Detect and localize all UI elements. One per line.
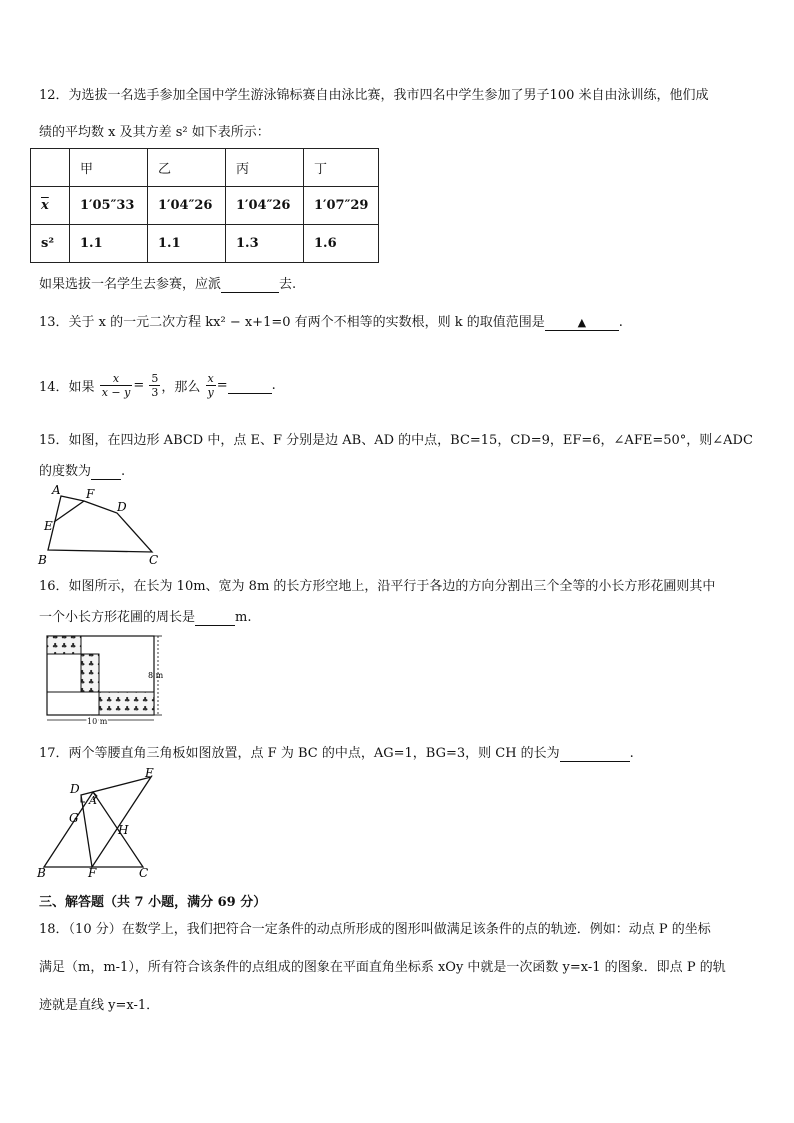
point-label-e: E (145, 766, 154, 780)
table-cell: 1.1 (148, 225, 226, 263)
point-label-c: C (149, 553, 159, 567)
q13-end: . (618, 315, 623, 330)
point-label-d: D (70, 782, 80, 796)
fraction-x-over-y (206, 372, 216, 399)
point-label-h: H (118, 823, 129, 837)
width-label: 10 m (87, 717, 108, 726)
point-label-a: A (89, 794, 97, 807)
table-cell: 丁 (304, 149, 379, 187)
answer-blank (195, 610, 235, 626)
q17-line (39, 742, 634, 762)
quadrilateral-figure (34, 482, 164, 570)
fraction-numerator: x (100, 372, 133, 386)
q16-line-1: 16．如图所示，在长为 10m、宽为 8m 的长方形空地上，沿平行于各边的方向分割出三个全等的小长方形花圃则其中 (39, 579, 716, 594)
point-label-b: B (38, 553, 47, 567)
q14-line (39, 372, 276, 399)
table-cell: 1′04″26 (148, 187, 226, 225)
table-cell: 甲 (70, 149, 148, 187)
triangle-mark-icon: ▲ (577, 316, 587, 329)
answer-blank (545, 315, 619, 331)
table-header-row (31, 149, 379, 187)
table-cell: 1.6 (304, 225, 379, 263)
point-label-f: F (86, 487, 95, 501)
garden-bed-3 (99, 692, 154, 715)
fraction-denominator: y (207, 386, 214, 399)
q18-line-3: 迹就是直线 y=x-1． (39, 998, 160, 1013)
q16-line-2-text: 一个小长方形花圃的周长是 (39, 610, 196, 625)
table-row (31, 187, 379, 225)
point-label-a: A (52, 483, 61, 497)
table-cell: 1′05″33 (70, 187, 148, 225)
fraction-denominator: x − y (101, 386, 131, 399)
garden-figure (42, 632, 177, 730)
fraction-numerator: x (207, 372, 214, 385)
table-cell: $\overline{x}$ (31, 187, 70, 225)
table-cell: 1.1 (70, 225, 148, 263)
fraction-denominator: 3 (151, 386, 159, 399)
q12-line-3-text: 如果选拔一名学生去参赛，应派 (39, 277, 222, 292)
section-heading: 三、解答题（共 7 小题，满分 69 分） (39, 895, 267, 910)
point-label-g: G (69, 811, 79, 825)
q13-line (39, 311, 623, 331)
stats-table (30, 148, 379, 263)
point-label-f: F (88, 866, 97, 878)
table-cell: 乙 (148, 149, 226, 187)
garden-bed-2 (81, 654, 99, 692)
q15-line-2-end: . (121, 464, 126, 479)
answer-blank (228, 378, 272, 394)
fraction-5-over-3 (149, 372, 160, 399)
q12-line-1: 12．为选拔一名选手参加全国中学生游泳锦标赛自由泳比赛，我市四名中学生参加了男子100 米自由泳训练，他们成 (39, 88, 709, 103)
table-cell: 1.3 (226, 225, 304, 263)
answer-blank (91, 464, 121, 480)
equals-sign: = (216, 378, 228, 393)
q15-line-2 (39, 460, 125, 480)
fraction-x-over-x-minus-y (100, 372, 133, 399)
point-label-c: C (139, 866, 149, 878)
fraction-numerator: 5 (151, 372, 159, 385)
table-cell: 1′07″29 (304, 187, 379, 225)
q16-line-2 (39, 606, 251, 626)
q15-line-1: 15．如图，在四边形 ABCD 中，点 E、F 分别是边 AB、AD 的中点，BC=15，CD=9，EF=6，∠AFE=50°，则∠ADC (39, 433, 753, 448)
table-cell: s² (31, 225, 70, 263)
answer-blank (221, 277, 279, 293)
q14-mid-text: ，那么 (161, 380, 201, 395)
q18-line-2: 满足（m，m-1），所有符合该条件的点组成的图象在平面直角坐标系 xOy 中就是一次函数 y=x-1 的图象．即点 P 的轨 (39, 960, 726, 975)
point-label-d: D (117, 500, 127, 514)
q12-line-3-end: 去. (279, 277, 297, 292)
table-cell (31, 149, 70, 187)
q16-line-2-end: m. (235, 610, 252, 625)
q15-line-2-text: 的度数为 (39, 464, 92, 479)
answer-blank (560, 746, 630, 762)
table-cell: 1′04″26 (226, 187, 304, 225)
q17-end: . (629, 746, 634, 761)
table-row (31, 225, 379, 263)
table-cell: 丙 (226, 149, 304, 187)
q12-line-2: 绩的平均数 x 及其方差 s² 如下表所示： (39, 125, 270, 140)
q14-text: 14．如果 (39, 380, 95, 395)
triangles-figure (34, 766, 164, 878)
q14-end: . (271, 378, 276, 393)
q18-line-1: 18．（10 分）在数学上，我们把符合一定条件的动点所形成的图形叫做满足该条件的点的轨迹．例如：动点 P 的坐标 (39, 922, 711, 937)
q17-text: 17．两个等腰直角三角板如图放置，点 F 为 BC 的中点，AG=1，BG=3，则 CH 的长为 (39, 746, 560, 761)
garden-bed-1 (47, 636, 81, 654)
equals-sign: = (133, 378, 145, 393)
height-label: 8 m (148, 671, 164, 680)
q12-line-3 (39, 273, 296, 293)
point-label-b: B (37, 866, 46, 878)
point-label-e: E (44, 519, 53, 533)
q13-text: 13．关于 x 的一元二次方程 kx² − x+1=0 有两个不相等的实数根，则 k 的取值范围是 (39, 315, 545, 330)
